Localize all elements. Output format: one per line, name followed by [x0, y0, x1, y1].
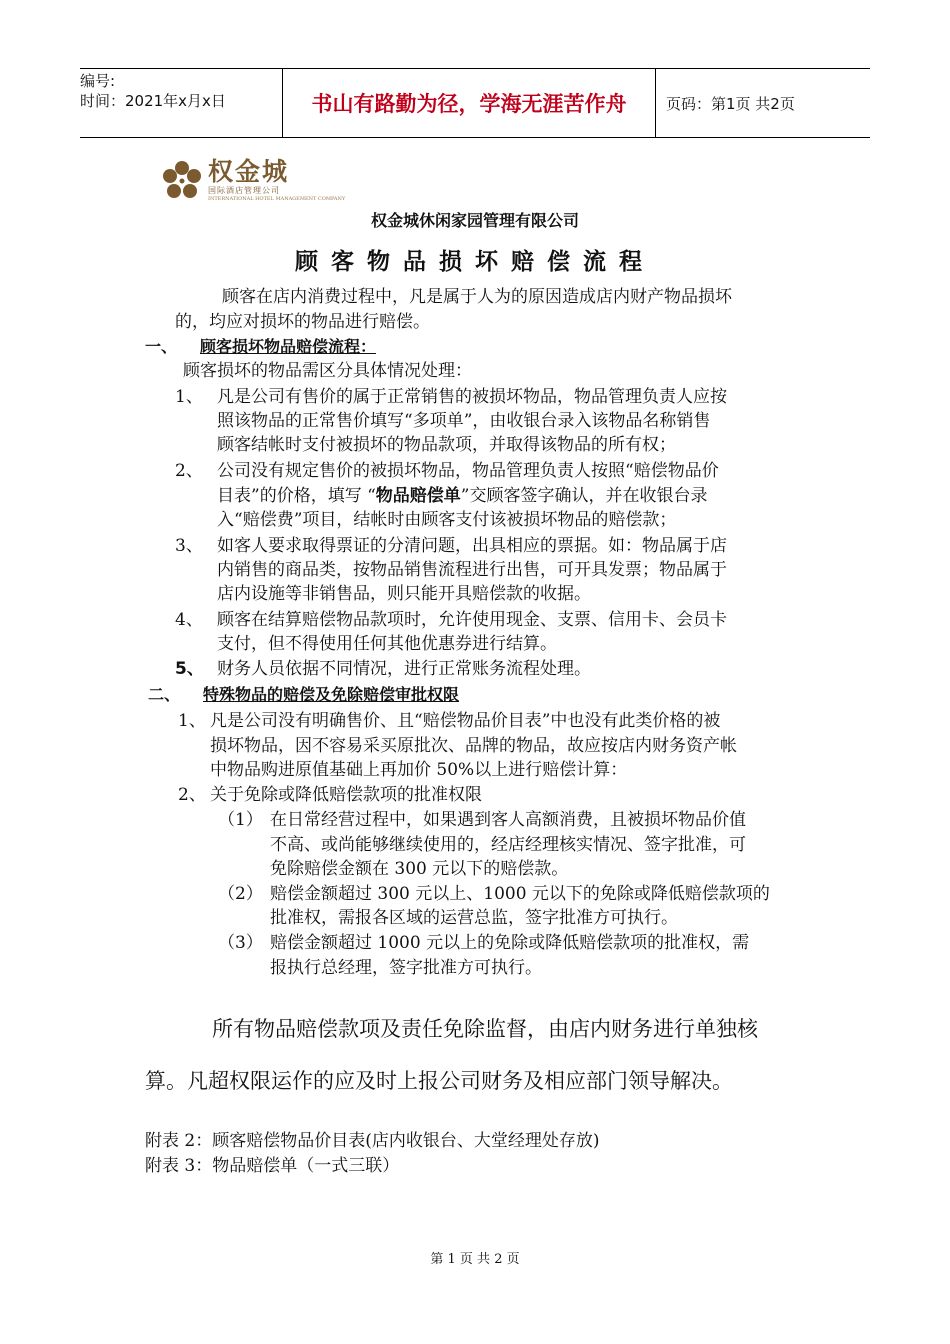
sub1-line-3: 免除赔偿金额在 300 元以下的赔偿款。 — [270, 859, 569, 879]
logo-name: 权金城 — [208, 157, 290, 186]
s2-item1-line-2: 损坏物品，因不容易采买原批次、品牌的物品，故应按店内财务资产帐 — [210, 736, 737, 756]
closing-line-1: 所有物品赔偿款项及责任免除监督，由店内财务进行单独核 — [212, 1017, 758, 1041]
sub3-line-1: 赔偿金额超过 1000 元以上的免除或降低赔偿款项的批准权，需 — [270, 933, 750, 953]
header-motto: 书山有路勤为径，学海无涯苦作舟 — [282, 69, 656, 137]
closing-line-2: 算。凡超权限运作的应及时上报公司财务及相应部门领导解决。 — [145, 1069, 733, 1093]
item2-line-1: 公司没有规定售价的被损坏物品，物品管理负责人按照“赔偿物品价 — [217, 461, 719, 481]
s2-item1-line-3: 中物品购进原值基础上再加价 50%以上进行赔偿计算： — [210, 760, 628, 780]
sub1-number: （1） — [218, 810, 263, 830]
appendix-2: 附表 2：顾客赔偿物品价目表(店内收银台、大堂经理处存放) — [145, 1131, 600, 1151]
s2-item2-number: 2、 — [178, 785, 206, 805]
section1-heading: 顾客损坏物品赔偿流程： — [200, 337, 377, 356]
item3-line-1: 如客人要求取得票证的分清问题，出具相应的票据。如：物品属于店 — [217, 536, 727, 556]
item1-line-3: 顾客结帐时支付被损坏的物品款项，并取得该物品的所有权； — [217, 435, 676, 455]
item1-number: 1、 — [175, 387, 203, 407]
sub3-number: （3） — [218, 933, 263, 953]
logo-subtitle: 国际酒店管理公司 — [208, 186, 280, 195]
item4-number: 4、 — [175, 610, 203, 630]
section1-number: 一、 — [145, 337, 178, 356]
section2-heading: 特殊物品的赔偿及免除赔偿审批权限 — [203, 685, 460, 704]
number-label: 编号: — [80, 72, 116, 90]
s2-item1-number: 1、 — [178, 711, 206, 731]
appendix-3: 附表 3：物品赔偿单（一式三联） — [145, 1156, 400, 1176]
sub1-line-2: 不高、或尚能够继续使用的，经店经理核实情况、签字批准，可 — [270, 835, 746, 855]
item2-number: 2、 — [175, 461, 203, 481]
item3-line-3: 店内设施等非销售品，则只能开具赔偿款的收据。 — [217, 584, 591, 604]
item5-number: 5、 — [175, 659, 204, 679]
s2-item2-text: 关于免除或降低赔偿款项的批准权限 — [210, 785, 482, 805]
header-page-info: 页码：第1页 共2页 — [666, 94, 795, 113]
intro-line-1: 顾客在店内消费过程中，凡是属于人为的原因造成店内财产物品损坏 — [222, 287, 732, 307]
item2-line-2 — [217, 484, 708, 508]
item5-line-1: 财务人员依据不同情况，进行正常账务流程处理。 — [217, 659, 591, 679]
header-meta — [80, 69, 282, 137]
logo-english: INTERNATIONAL HOTEL MANAGEMENT COMPANY — [208, 196, 346, 202]
company-logo — [160, 158, 345, 203]
intro-line-2: 的，均应对损坏的物品进行赔偿。 — [175, 312, 430, 332]
item3-number: 3、 — [175, 536, 203, 556]
item1-line-1: 凡是公司有售价的属于正常销售的被损坏物品，物品管理负责人应按 — [217, 387, 727, 407]
page-footer: 第 1 页 共 2 页 — [430, 1252, 520, 1267]
document-title: 顾客物品损坏赔偿流程 — [295, 249, 655, 275]
item4-line-1: 顾客在结算赔偿物品款项时，允许使用现金、支票、信用卡、会员卡 — [217, 610, 727, 630]
sub2-line-2: 批准权，需报各区域的运营总监，签字批准方可执行。 — [270, 908, 678, 928]
flower-logo-icon — [160, 159, 204, 203]
item2-line-3: 入“赔偿费”项目，结帐时由顾客支付该被损坏物品的赔偿款； — [217, 510, 677, 530]
sub1-line-1: 在日常经营过程中，如果遇到客人高额消费，且被损坏物品价值 — [270, 810, 746, 830]
item1-line-2: 照该物品的正常售价填写“多项单”，由收银台录入该物品名称销售 — [217, 411, 711, 431]
sub2-number: （2） — [218, 884, 263, 904]
item2-form-name: 物品赔偿单 — [375, 486, 461, 506]
sub2-line-1: 赔偿金额超过 300 元以上、1000 元以下的免除或降低赔偿款项的 — [270, 884, 770, 904]
section2-number: 二、 — [148, 685, 181, 704]
s2-item1-line-1: 凡是公司没有明确售价、且“赔偿物品价目表”中也没有此类价格的被 — [210, 711, 721, 731]
item2-line-2a: 目表”的价格，填写 “ — [217, 486, 376, 506]
company-name: 权金城休闲家园管理有限公司 — [370, 211, 579, 230]
time-label: 时间：2021年x月x日 — [80, 92, 226, 110]
item3-line-2: 内销售的商品类，按物品销售流程进行出售，可开具发票；物品属于 — [217, 560, 727, 580]
page-header — [80, 68, 870, 138]
item4-line-2: 支付，但不得使用任何其他优惠券进行结算。 — [217, 634, 557, 654]
section1-lead: 顾客损坏的物品需区分具体情况处理： — [183, 361, 472, 381]
sub3-line-2: 报执行总经理，签字批准方可执行。 — [270, 958, 542, 978]
item2-line-2c: ”交顾客签字确认，并在收银台录 — [460, 486, 708, 506]
